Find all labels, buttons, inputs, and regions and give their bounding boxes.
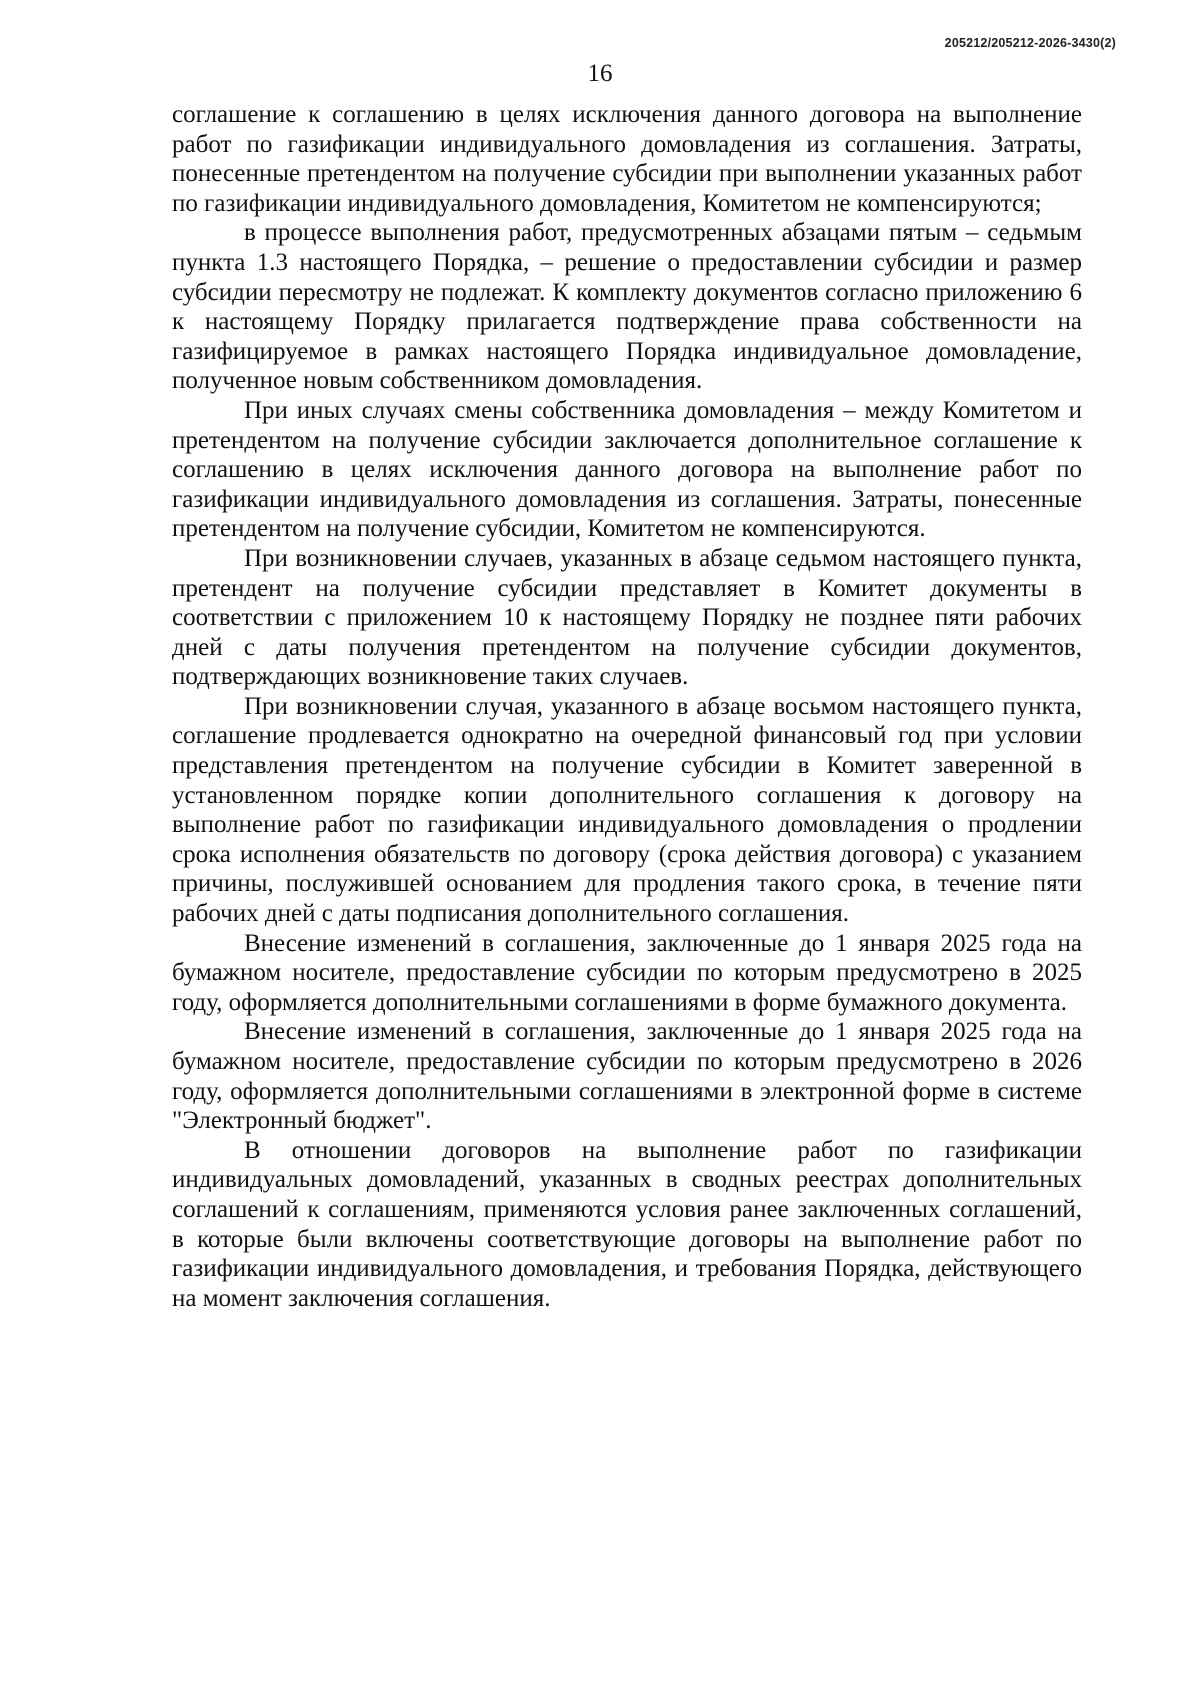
document-id: 205212/205212-2026-3430(2) bbox=[944, 36, 1116, 50]
paragraph-6: Внесение изменений в соглашения, заключенные до 1 января 2025 года на бумажном носителе, предоставление субсидии по которым предусмотрено в 2025 году, оформляется дополнительными соглашениями в форме бумажного документа. bbox=[172, 929, 1082, 1016]
page-number: 16 bbox=[587, 60, 613, 87]
paragraph-2: в процессе выполнения работ, предусмотренных абзацами пятым – седьмым пункта 1.3 настоящего Порядка, – решение о предоставлении субсидии и размер субсидии пересмотру не подлежат. К комплекту документов согласно приложению 6 к настоящему Порядку прилагается подтверждение права собственности на газифицируемое в рамках настоящего Порядка индивидуальное домовладение, полученное новым собственником домовладения. bbox=[172, 219, 1082, 395]
paragraph-4: При возникновении случаев, указанных в абзаце седьмом настоящего пункта, претендент на получение субсидии представляет в Комитет документы в соответствии с приложением 10 к настоящему Порядку не позднее пяти рабочих дней с даты получения претендентом на получение субсидии документов, подтверждающих возникновение таких случаев. bbox=[172, 544, 1082, 691]
document-body bbox=[172, 100, 1082, 1313]
paragraph-3: При иных случаях смены собственника домовладения – между Комитетом и претендентом на получение субсидии заключается дополнительное соглашение к соглашению в целях исключения данного договора на выполнение работ по газификации индивидуального домовладения из соглашения. Затраты, понесенные претендентом на получение субсидии, Комитетом не компенсируются. bbox=[172, 396, 1082, 543]
paragraph-8: В отношении договоров на выполнение работ по газификации индивидуальных домовладений, указанных в сводных реестрах дополнительных соглашений к соглашениям, применяются условия ранее заключенных соглашений, в которые были включены соответствующие договоры на выполнение работ по газификации индивидуального домовладения, и требования Порядка, действующего на момент заключения соглашения. bbox=[172, 1136, 1082, 1312]
paragraph-7: Внесение изменений в соглашения, заключенные до 1 января 2025 года на бумажном носителе, предоставление субсидии по которым предусмотрено в 2026 году, оформляется дополнительными соглашениями в электронной форме в системе "Электронный бюджет". bbox=[172, 1018, 1082, 1135]
paragraph-5: При возникновении случая, указанного в абзаце восьмом настоящего пункта, соглашение продлевается однократно на очередной финансовый год при условии представления претендентом на получение субсидии в Комитет заверенной в установленном порядке копии дополнительного соглашения к договору на выполнение работ по газификации индивидуального домовладения о продлении срока исполнения обязательств по договору (срока действия договора) с указанием причины, послужившей основанием для продления такого срока, в течение пяти рабочих дней с даты подписания дополнительного соглашения. bbox=[172, 692, 1082, 928]
paragraph-1-continuation: соглашение к соглашению в целях исключения данного договора на выполнение работ по газификации индивидуального домовладения из соглашения. Затраты, понесенные претендентом на получение субсидии при выполнении указанных работ по газификации индивидуального домовладения, Комитетом не компенсируются; bbox=[172, 101, 1082, 217]
